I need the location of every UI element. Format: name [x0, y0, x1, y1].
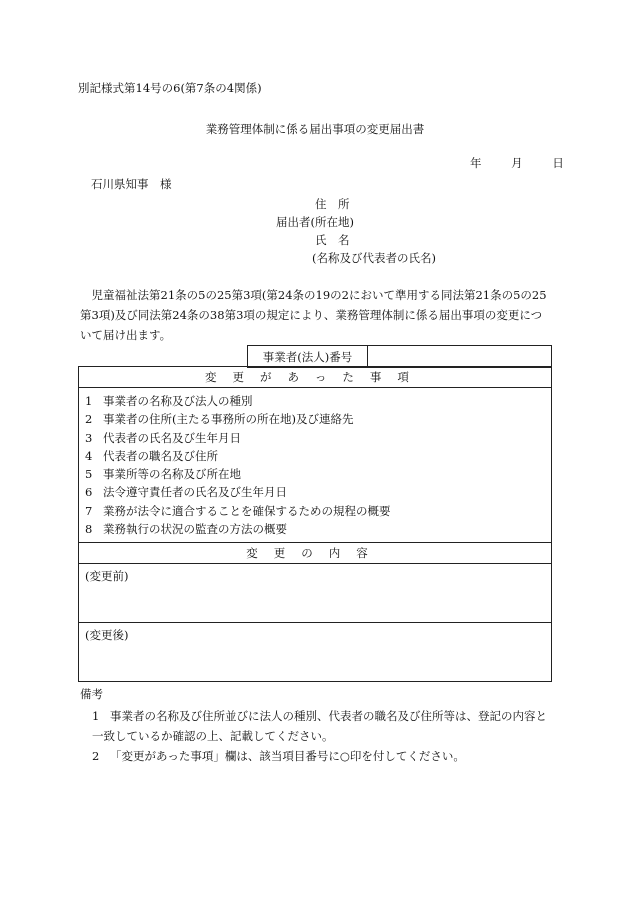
- item-text: 事業者の名称及び法人の種別: [103, 394, 253, 408]
- list-item[interactable]: [85, 483, 545, 501]
- name-note: (名称及び代表者の氏名): [312, 251, 436, 265]
- addressee: 石川県知事 様: [91, 177, 172, 191]
- remark-number: 1: [92, 709, 100, 723]
- remark-text: 「変更があった事項」欄は、該当項目番号に○印を付してください。: [110, 749, 465, 763]
- list-item[interactable]: [85, 410, 545, 428]
- list-item[interactable]: [85, 392, 545, 410]
- form-id: 別記様式第14号の6(第7条の4関係): [78, 81, 262, 95]
- item-text: 法令遵守責任者の氏名及び生年月日: [103, 485, 287, 500]
- changed-items-list: [79, 388, 552, 543]
- changes-table: [78, 366, 552, 682]
- business-number-table: [247, 345, 552, 368]
- item-text: 業務が法令に適合することを確保するための規程の概要: [103, 503, 391, 518]
- item-number: 5: [85, 467, 93, 482]
- remark-item: [92, 746, 552, 766]
- business-number-field[interactable]: [368, 346, 552, 368]
- document-title: 業務管理体制に係る届出事項の変更届出書: [205, 122, 425, 136]
- address-label: 住 所: [315, 197, 350, 211]
- body-text: 児童福祉法第21条の5の25第3項(第24条の19の2において準用する同法第21条の5の25第3項)及び同法第24条の38第3項の規定により、業務管理体制に係る届出事項の変更について届け出ます。: [80, 288, 547, 342]
- item-text: 事業所等の名称及び所在地: [103, 467, 241, 482]
- list-item[interactable]: [85, 447, 545, 465]
- date-month: 月: [511, 156, 523, 170]
- changed-items-header: 変更があった事項: [79, 367, 552, 388]
- notifier-label: 届出者(所在地): [276, 215, 354, 229]
- remark-item: [92, 706, 552, 746]
- list-item[interactable]: [85, 429, 545, 447]
- item-text: 代表者の職名及び住所: [103, 448, 218, 463]
- list-item[interactable]: [85, 465, 545, 483]
- item-text: 業務執行の状況の監査の方法の概要: [103, 522, 287, 537]
- date-day: 日: [552, 156, 564, 170]
- name-label: 氏 名: [315, 233, 350, 247]
- item-text: 代表者の氏名及び生年月日: [103, 430, 241, 445]
- date-year: 年: [470, 156, 482, 170]
- after-change-label: (変更後): [85, 628, 129, 643]
- after-change-field[interactable]: [79, 623, 552, 682]
- item-number: 1: [85, 394, 93, 408]
- item-number: 7: [85, 503, 93, 518]
- item-number: 3: [85, 430, 93, 445]
- list-item[interactable]: [85, 502, 545, 520]
- remark-text: 事業者の名称及び住所並びに法人の種別、代表者の職名及び住所等は、登記の内容と: [110, 709, 547, 723]
- remark-text-continued: 一致しているか確認の上、記載してください。: [92, 729, 334, 743]
- list-item[interactable]: [85, 520, 545, 538]
- remarks-title: 備考: [80, 687, 103, 701]
- remark-number: 2: [92, 749, 100, 763]
- item-text: 事業者の住所(主たる事務所の所在地)及び連絡先: [103, 412, 354, 427]
- business-number-label: 事業者(法人)番号: [248, 346, 368, 368]
- before-change-label: (変更前): [85, 569, 129, 584]
- change-content-header: 変更の内容: [79, 543, 552, 564]
- before-change-field[interactable]: [79, 564, 552, 623]
- item-number: 6: [85, 485, 93, 500]
- item-number: 2: [85, 412, 93, 427]
- item-number: 8: [85, 522, 93, 537]
- date-line: [470, 155, 564, 171]
- item-number: 4: [85, 448, 93, 463]
